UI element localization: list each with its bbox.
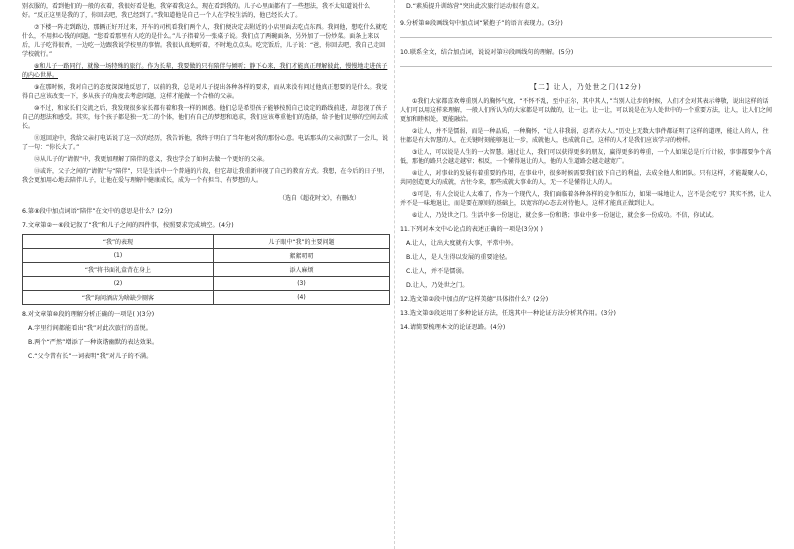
answer-line[interactable] bbox=[400, 66, 772, 67]
q8-option-a[interactable]: A.字里行间都能看出“我”对此次旅行的喜悦。 bbox=[28, 325, 152, 332]
essay-paragraph: ④让人，对事业的发展有着重要的作用，在事业中，很多时候需要我们放下自己的利益，去成全他人和团队。只有这样，才能凝聚人心，共同创造更大的成就，古往今来，那些成就大事业的人，无一不是懂得让人的人。 bbox=[400, 170, 772, 186]
column-divider bbox=[394, 0, 395, 549]
table-cell-blank[interactable]: (1) bbox=[23, 249, 214, 263]
left-column bbox=[22, 0, 390, 549]
q8-option-d[interactable]: D.“素质提升训练营”突出此次旅行运动很有意义。 bbox=[406, 3, 543, 10]
table-cell: “我”将书面礼盒背在身上 bbox=[23, 263, 214, 277]
story-paragraph: ⑩不过，和家长们交流之后，我发现很多家长都有着和我一样的困惑。他们总是希望孩子能够按照自己设定的路线前进，却忽视了孩子自己的想法和感受。其实，每个孩子都是独一无二的个体，他们有自己的梦想和追求，我们应该尊重他们的选择，给予他们足够的空间去成长。 bbox=[22, 105, 389, 130]
table-cell-blank[interactable]: (2) bbox=[23, 277, 214, 291]
table-cell: 絮絮叨叨 bbox=[213, 249, 389, 263]
q8-option-c[interactable]: C.“父令昔有长”一词表明“我”对儿子的不满。 bbox=[28, 353, 153, 360]
table-row bbox=[23, 263, 390, 277]
answer-line[interactable] bbox=[400, 37, 772, 38]
table-row bbox=[23, 277, 390, 291]
story-paragraph: ⑦下楼一阵走到路边，那辆正好开过来，开车的司机看我们两个人，我们便决定去附近的小店里面去吃点东西。我问他，想吃什么就吃什么，不用担心钱的问题。“您看看那里有人吃的是什么。”儿子指着另一张桌子说。我们点了两碗面条，另外加了一份炒菜。面条上来以后，儿子吃得很香，一边吃一边跟我说学校里的事情。我很认真地听着，不时地点点头。吃完饭后，儿子说：“爸，你回去吧，我自己走回学校就行。” bbox=[22, 24, 388, 58]
table-cell-blank[interactable]: (3) bbox=[213, 277, 389, 291]
q8-option-b[interactable]: B.两个“严然”增添了一种诙谐幽默的表达效果。 bbox=[28, 339, 159, 346]
essay-paragraph: ⑤可是，有人会说让人太难了，作为一个现代人，我们面临着各种各样的竞争和压力，如果一味地让人，岂不是会吃亏？其实不然，让人并不是一味地退让，而是要在原则的基础上，以宽容的心态去对待他人，这样才能真正做到让人。 bbox=[400, 191, 772, 207]
question-11: 11.下列对本文中心论点的表述正确的一项是(3分)( ) bbox=[400, 226, 543, 233]
table-cell: “我”询问酒店为啥缺少厕客 bbox=[23, 291, 214, 305]
question-7: 7.文章第②～⑥段记叙了“我”和儿子之间的四件事，按照要求完成填空。(4分) bbox=[22, 222, 234, 229]
table-cell: 添人麻烦 bbox=[213, 263, 389, 277]
table-header: 儿子眼中“我”的主要问题 bbox=[213, 235, 389, 249]
q11-option-a[interactable]: A.让人，让出大度就有大事，平常中外。 bbox=[406, 240, 518, 247]
right-column bbox=[400, 0, 772, 549]
q7-answer-table bbox=[22, 234, 390, 305]
q11-option-b[interactable]: B.让人，是人生得以发展的重要途径。 bbox=[406, 254, 512, 261]
story-paragraph-underlined: ⑧和儿子一路同行，就像一场特殊的旅行。作为长辈，我要做的只有陪伴与倾听；静下心来，我们才能真正理解彼此，慢慢地走进孩子的内心世界。 bbox=[22, 63, 388, 79]
essay-paragraph: ①我们大家都喜欢尊重别人的胸怀气度，“不怀不乱，至中正尔，其中其人，”当别人让步的时候，人们才会对其表示尊敬，说出这样的话人们可以用这样来理解，一般人们所认为的大家都是可以做的，让一让。让一让，可以说是在为人处世中的一个重要方法，让人，让人们之间更加和睦相处，更能融洽。 bbox=[400, 98, 772, 123]
source-citation: （选自《超花时文》，有删改） bbox=[278, 195, 360, 202]
story-paragraph: ⑬或许，父子之间的“请假”与“陪伴”，只是生活中一个普通的片段，但它却让我重新审视了自己的教育方式。我想，在今后的日子里，我会更加用心地去陪伴儿子，让他在爱与理解中健康成长，成为一个有担当、有梦想的人。 bbox=[22, 168, 389, 184]
q11-option-d[interactable]: D.让人，乃处世之门。 bbox=[406, 282, 469, 289]
table-header: “我”的表现 bbox=[23, 235, 214, 249]
table-header-row bbox=[23, 235, 390, 249]
table-cell-blank[interactable]: (4) bbox=[213, 291, 389, 305]
question-13: 13.选文第③段运用了多种论证方法，任选其中一种论证方法分析其作用。(3分) bbox=[400, 310, 616, 317]
story-paragraph: 别衣服的，看到他们的一般的衣着，我很好看是他，我穿着我这么，现在看到我的。儿子心里面都有了一些想法，我不太知道说什么好。“反正这里是我的了，你回去吧，我已经到了。”我知道他是自己一个人在学校生活的，他已经长大了。 bbox=[22, 3, 371, 19]
table-row bbox=[23, 249, 390, 263]
table-row bbox=[23, 291, 390, 305]
section-title: 【二】让人，乃处世之门(12分) bbox=[530, 83, 642, 91]
question-12: 12.选文第②段中加点的“这样美德”具体指什么？(2分) bbox=[400, 296, 549, 303]
question-10: 10.联系全文，结合加点词，说说对第⑫段画线句的理解。(5分) bbox=[400, 49, 574, 56]
story-paragraph: ⑨在那时候，我对自己的态度深深地反思了，以前的我，总是对儿子提出各种各样的要求，而从来没有问过他真正想要的是什么。我觉得自己应该改变一下，多从孩子的角度去考虑问题，这样才能做一个合格的父亲。 bbox=[22, 84, 388, 100]
question-14: 14.请简要梳理本文的论证思路。(4分) bbox=[400, 324, 506, 331]
q11-option-c[interactable]: C.让人，并不是懦弱。 bbox=[406, 268, 468, 275]
question-8: 8.对文章第⑩段的理解分析正确的一项是( )(3分) bbox=[22, 311, 155, 318]
story-paragraph: ⑪返回途中，我给父亲打电话说了这一次的经历，我告诉他，我终于明白了当年他对我的那份心意。电话那头的父亲沉默了一会儿，说了一句：“你长大了。” bbox=[22, 135, 389, 151]
question-6: 6.第⑧段中加点词语“陪伴”在文中的意思是什么？(2分) bbox=[22, 208, 173, 215]
story-paragraph: ⑫从儿子的“请假”中，我更加理解了陪伴的意义，我也学会了如何去做一个更好的父亲。 bbox=[34, 156, 269, 163]
question-9: 9.分析第⑩段画线句中加点词“紧抱子”的语言表现力。(3分) bbox=[400, 20, 563, 27]
essay-paragraph: ③让人，可以说是人生的一大智慧。通过让人，我们可以获得更多的朋友，赢得更多的尊重，一个人如果总是斤斤计较，事事都要争个高低，那他的路只会越走越窄；相反，一个懂得退让的人，他的人生道路会越走越宽广。 bbox=[400, 149, 772, 165]
essay-paragraph: ⑥让人，乃处世之门。生活中多一份退让，就会多一份和谐；事业中多一份退让，就会多一份成功。不信，你试试。 bbox=[412, 212, 718, 219]
essay-paragraph: ②让人，并不是懦弱，而是一种品质，一种胸怀，“让人非我弱，忍者亦大人。”历史上无数大事件都证明了这样的道理，能让人的人，往往都是有大智慧的人，在关键时刻能够退让一步，成就他人，也成就自己，这样的人才是我们应该学习的榜样。 bbox=[400, 128, 769, 144]
